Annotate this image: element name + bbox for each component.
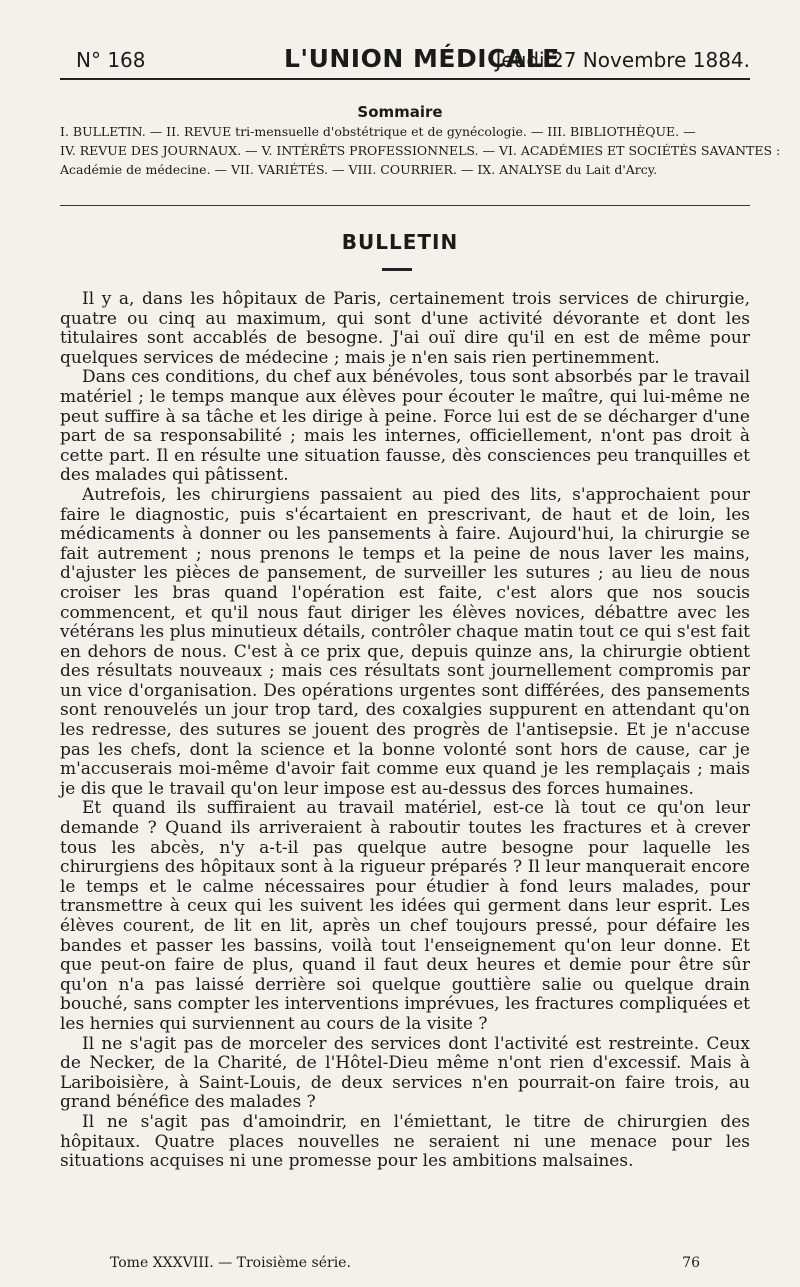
sommaire-line: Académie de médecine. — VII. VARIÉTÉS. — VIII. COURRIER. — IX. ANALYSE du Lait d'Arcy.: [60, 162, 658, 177]
paragraph: Dans ces conditions, du chef aux bénévoles, tous sont absorbés par le travail matériel ; le temps manque aux élèves pour écouter le maître, qui lui-même ne peut suffire à sa tâche et les dirige à peine. Force lui est de se décharger d'une part de sa responsabilité ; mais les internes, officiellement, n'ont pas droit à cette part. Il en résulte une situation fausse, dès consciences peu tranquilles et des malades qui pâtissent.: [60, 367, 750, 486]
sommaire-line: IV. REVUE DES JOURNAUX. — V. INTÉRÊTS PROFESSIONNELS. — VI. ACADÉMIES ET SOCIÉTÉS SAVANTES :: [60, 143, 781, 158]
issue-date: Jeudi 27 Novembre 1884.: [495, 48, 750, 72]
paragraph: Il ne s'agit pas de morceler des services dont l'activité est restreinte. Ceux de Necker, de la Charité, de l'Hôtel-Dieu même n'ont rien d'excessif. Mais à Lariboisière, à Saint-Louis, de deux services n'en pourrait-on faire trois, au grand bénéfice des malades ?: [60, 1033, 750, 1113]
page-header: [60, 40, 750, 80]
paragraph: Il ne s'agit pas d'amoindrir, en l'émiettant, le titre de chirurgien des hôpitaux. Quatre places nouvelles ne seraient ni une menace pour les situations acquises ni une promesse pour les ambitions malsaines.: [60, 1111, 750, 1172]
paragraph: Et quand ils suffiraient au travail matériel, est-ce là tout ce qu'on leur demande ? Quand ils arriveraient à raboutir toutes les fractures et à crever tous les abcès, n'y a-t-il pas quelque autre besogne pour laquelle les chirurgiens des hôpitaux sont à la rigueur préparés ? Il leur manquerait encore le temps et le calme nécessaires pour étudier à fond leurs malades, pour transmettre à ceux qui les suivent les idées qui germent dans leur esprit. Les élèves courent, de lit en lit, après un chef toujours pressé, pour défaire les bandes et passer les bassins, voilà tout l'enseignement qu'on leur donne. Et que peut-on faire de plus, quand il faut deux heures et demie pour être sûr qu'on n'a pas laissé derrière soi quelque gouttière salie ou quelque drain bouché, sans compter les interventions imprévues, les fractures compliquées et les hernies qui surviennent au cours de la visite ?: [60, 798, 750, 1034]
issue-number: N° 168: [76, 48, 146, 72]
sommaire-rule: [60, 205, 750, 206]
title-dash: [382, 268, 412, 271]
journal-title: L'UNION MÉDICALE: [284, 44, 560, 73]
section-title: BULLETIN: [341, 230, 459, 254]
sommaire: [60, 122, 781, 179]
sommaire-line: I. BULLETIN. — II. REVUE tri-mensuelle d'obstétrique et de gynécologie. — III. BIBLIOTHÈQUE. —: [60, 124, 696, 139]
tome-label: Tome XXXVIII. — Troisième série.: [110, 1255, 351, 1271]
paragraph: Autrefois, les chirurgiens passaient au pied des lits, s'approchaient pour faire le diagnostic, puis s'écartaient en prescrivant, de haut et de loin, les médicaments à donner ou les pansements à faire. Aujourd'hui, la chirurgie se fait autrement ; nous prenons le temps et la peine de nous laver les mains, d'ajuster les pièces de pansement, de surveiller les sutures ; au lieu de nous croiser les bras quand l'opération est faite, c'est alors que nos soucis commencent, et qu'il nous faut diriger les élèves novices, débattre avec les vétérans les plus minutieux détails, contrôler chaque matin tout ce qui s'est fait en dehors de nous. C'est à ce prix que, depuis quinze ans, la chirurgie obtient des résultats nouveaux ; mais ces résultats sont journellement compromis par un vice d'organisation. Des opérations urgentes sont différées, des pansements sont renouvelés un jour trop tard, des coxalgies suppurent en attendant qu'on les redresse, des sutures se jouent des progrès de l'antisepsie. Et je n'accuse pas les chefs, dont la science et la bonne volonté sont hors de cause, car je m'accuserais moi-même d'avoir fait comme eux quand je les remplaçais ; mais je dis que le travail qu'on leur impose est au-dessus des forces humaines.: [60, 484, 750, 799]
sommaire-title: Sommaire: [357, 103, 443, 121]
article-body: [60, 290, 750, 1172]
header-rule: [60, 78, 750, 80]
paragraph: Il y a, dans les hôpitaux de Paris, certainement trois services de chirurgie, quatre ou cinq au maximum, qui sont d'une activité dévorante et dont les titulaires sont accablés de besogne. J'ai ouï dire qu'il en est de même pour quelques services de médecine ; mais je n'en sais rien pertinemment.: [60, 289, 750, 368]
page-number: 76: [682, 1255, 700, 1271]
